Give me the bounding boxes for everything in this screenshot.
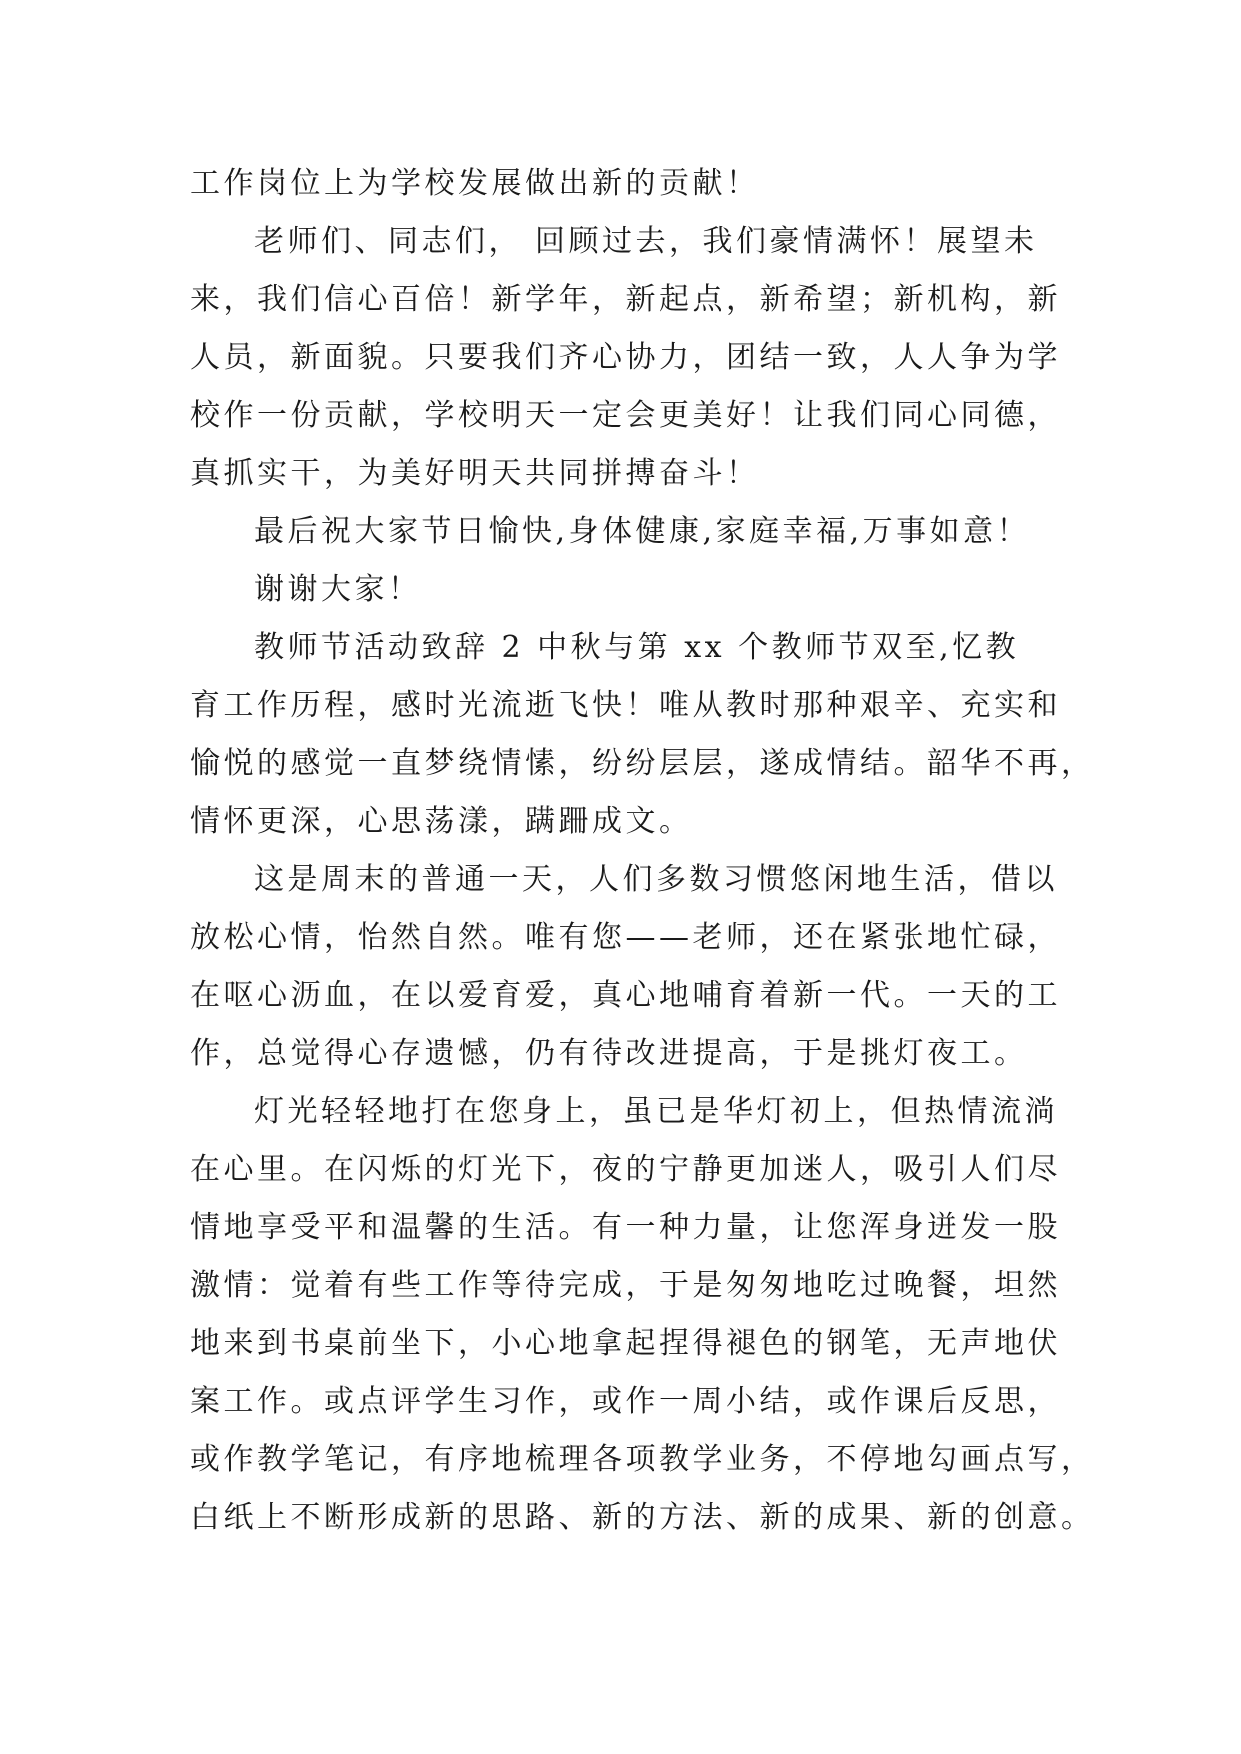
text-line: 或作教学笔记，有序地梳理各项教学业务，不停地勾画点写，: [190, 1442, 1095, 1477]
text-line: 来，我们信心百倍！新学年，新起点，新希望；新机构，新: [190, 282, 1061, 317]
text-line: 在呕心沥血，在以爱育爱，真心地哺育着新一代。一天的工: [190, 978, 1061, 1013]
text-line: 激情：觉着有些工作等待完成，于是匆匆地吃过晚餐，坦然: [190, 1268, 1061, 1303]
text-line: 教师节活动致辞 2 中秋与第 xx 个教师节双至,忆教: [254, 630, 1020, 665]
text-line: 真抓实干，为美好明天共同拼搏奋斗！: [190, 456, 760, 491]
text-line: 地来到书桌前坐下，小心地拿起捏得褪色的钢笔，无声地伏: [190, 1326, 1061, 1361]
text-line: 情地享受平和温馨的生活。有一种力量，让您浑身迸发一股: [190, 1210, 1061, 1245]
text-line: 案工作。或点评学生习作，或作一周小结，或作课后反思，: [190, 1384, 1061, 1419]
text-line: 校作一份贡献，学校明天一定会更美好！让我们同心同德，: [190, 398, 1061, 433]
text-line: 情怀更深，心思荡漾，蹒跚成文。: [190, 804, 693, 839]
text-line: 老师们、同志们， 回顾过去，我们豪情满怀！展望未: [254, 224, 1038, 259]
document-body: [190, 155, 1095, 1547]
text-line: 育工作历程，感时光流逝飞快！唯从教时那种艰辛、充实和: [190, 688, 1061, 723]
text-line: 在心里。在闪烁的灯光下，夜的宁静更加迷人，吸引人们尽: [190, 1152, 1061, 1187]
text-line: 愉悦的感觉一直梦绕情愫，纷纷层层，遂成情结。韶华不再，: [190, 746, 1095, 781]
text-line: 谢谢大家！: [254, 572, 422, 607]
text-line: 放松心情，怡然自然。唯有您——老师，还在紧张地忙碌，: [190, 920, 1061, 955]
text-line: 人员，新面貌。只要我们齐心协力，团结一致，人人争为学: [190, 340, 1061, 375]
text-line: 最后祝大家节日愉快,身体健康,家庭幸福,万事如意！: [254, 514, 1031, 549]
text-line: 工作岗位上为学校发展做出新的贡献！: [190, 166, 760, 201]
text-line: 灯光轻轻地打在您身上，虽已是华灯初上，但热情流淌: [254, 1094, 1058, 1129]
text-line: 这是周末的普通一天，人们多数习惯悠闲地生活，借以: [254, 862, 1058, 897]
text-line: 作，总觉得心存遗憾，仍有待改进提高，于是挑灯夜工。: [190, 1036, 1028, 1071]
text-line: 白纸上不断形成新的思路、新的方法、新的成果、新的创意。: [190, 1500, 1095, 1535]
